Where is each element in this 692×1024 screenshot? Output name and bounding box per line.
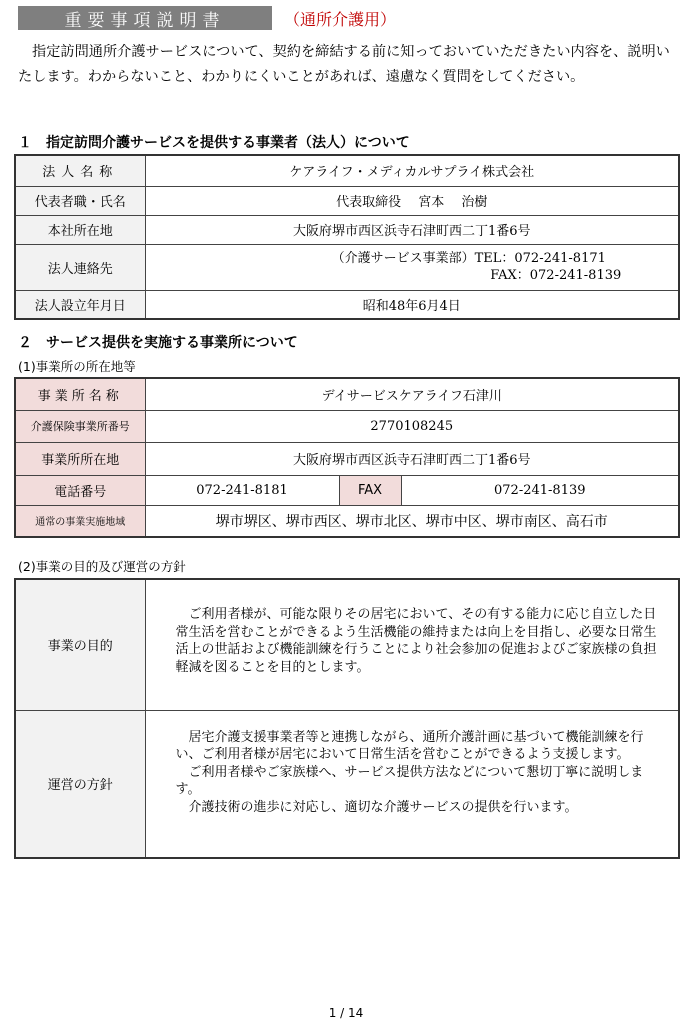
corporation-table (14, 154, 680, 320)
representative-value: 代表取締役 宮本 治樹 (145, 186, 679, 215)
established-label: 法人設立年月日 (15, 290, 145, 319)
table-row (15, 442, 679, 475)
table-row (15, 186, 679, 215)
contact-label: 法人連絡先 (15, 244, 145, 290)
table-row (15, 290, 679, 319)
contact-tel: （介護サービス事業部）TEL：072-241-8171 (331, 251, 606, 266)
policy-label: 運営の方針 (15, 710, 145, 858)
office-address-value: 大阪府堺市西区浜寺石津町西二丁1番6号 (145, 442, 679, 475)
fax-label: FAX (339, 475, 401, 505)
corp-name-value: ケアライフ・メディカルサプライ株式会社 (145, 155, 679, 186)
intro-text: 指定訪問通所介護サービスについて、契約を締結する前に知っておいていただきたい内容を、説明いたします。わからないこと、わかりにくいことがあれば、遠慮なく質問をしてください。 (18, 44, 670, 85)
insurance-number-value: 2770108245 (145, 410, 679, 442)
table-row (15, 378, 679, 410)
policy-paragraph-3: 介護技術の進歩に対応し、適切な介護サービスの提供を行います。 (188, 799, 578, 815)
established-value: 昭和48年6月4日 (145, 290, 679, 319)
office-name-value: デイサービスケアライフ石津川 (145, 378, 679, 410)
office-address-label: 事業所所在地 (15, 442, 145, 475)
policy-text (145, 710, 679, 858)
fax-value: 072-241-8139 (401, 475, 679, 505)
subsection-purpose-heading: (2)事業の目的及び運営の方針 (18, 559, 186, 574)
office-table (14, 377, 680, 538)
document-subtitle: （通所介護用） (284, 10, 397, 29)
table-row (15, 410, 679, 442)
section2-heading: ２ サービス提供を実施する事業所について (18, 335, 298, 351)
policy-paragraph-1: 居宅介護支援事業者等と連携しながら、通所介護計画に基づいて機能訓練を行い、ご利用者様が居宅において日常生活を営むことができるよう支援します。 (175, 729, 644, 762)
table-row (15, 215, 679, 244)
service-area-label: 通常の事業実施地域 (15, 505, 145, 537)
service-area-value: 堺市堺区、堺市西区、堺市北区、堺市中区、堺市南区、高石市 (145, 505, 679, 537)
purpose-policy-table (14, 578, 680, 859)
phone-value: 072-241-8181 (145, 475, 339, 505)
purpose-paragraph: ご利用者様が、可能な限りその居宅において、その有する能力に応じ自立した日常生活を営むことができるよう生活機能の維持または向上を目指し、必要な日常生活上の世話および機能訓練を行うことにより社会参加の促進およびご家族様の負担軽減を図ることを目的とします。 (175, 607, 657, 675)
contact-fax: FAX：072-241-8139 (490, 268, 622, 283)
headquarters-value: 大阪府堺市西区浜寺石津町西二丁1番6号 (145, 215, 679, 244)
purpose-text (145, 579, 679, 710)
insurance-number-label: 介護保険事業所番号 (15, 410, 145, 442)
office-name-label: 事業所名称 (15, 378, 145, 410)
table-row (15, 710, 679, 858)
representative-label: 代表者職・氏名 (15, 186, 145, 215)
page-number: 1 / 14 (328, 1006, 364, 1020)
purpose-label: 事業の目的 (15, 579, 145, 710)
table-row (15, 475, 679, 505)
table-row (15, 155, 679, 186)
subsection-location-heading: (1)事業所の所在地等 (18, 359, 136, 374)
document-title: 重要事項説明書 (18, 6, 272, 30)
section1-heading: １ 指定訪問介護サービスを提供する事業者（法人）について (18, 135, 410, 151)
table-row (15, 579, 679, 710)
headquarters-label: 本社所在地 (15, 215, 145, 244)
table-row (15, 505, 679, 537)
policy-paragraph-2: ご利用者様やご家族様へ、サービス提供方法などについて懇切丁寧に説明します。 (175, 764, 644, 797)
contact-value (145, 244, 679, 290)
table-row (15, 244, 679, 290)
phone-label: 電話番号 (15, 475, 145, 505)
corp-name-label: 法人名称 (15, 155, 145, 186)
